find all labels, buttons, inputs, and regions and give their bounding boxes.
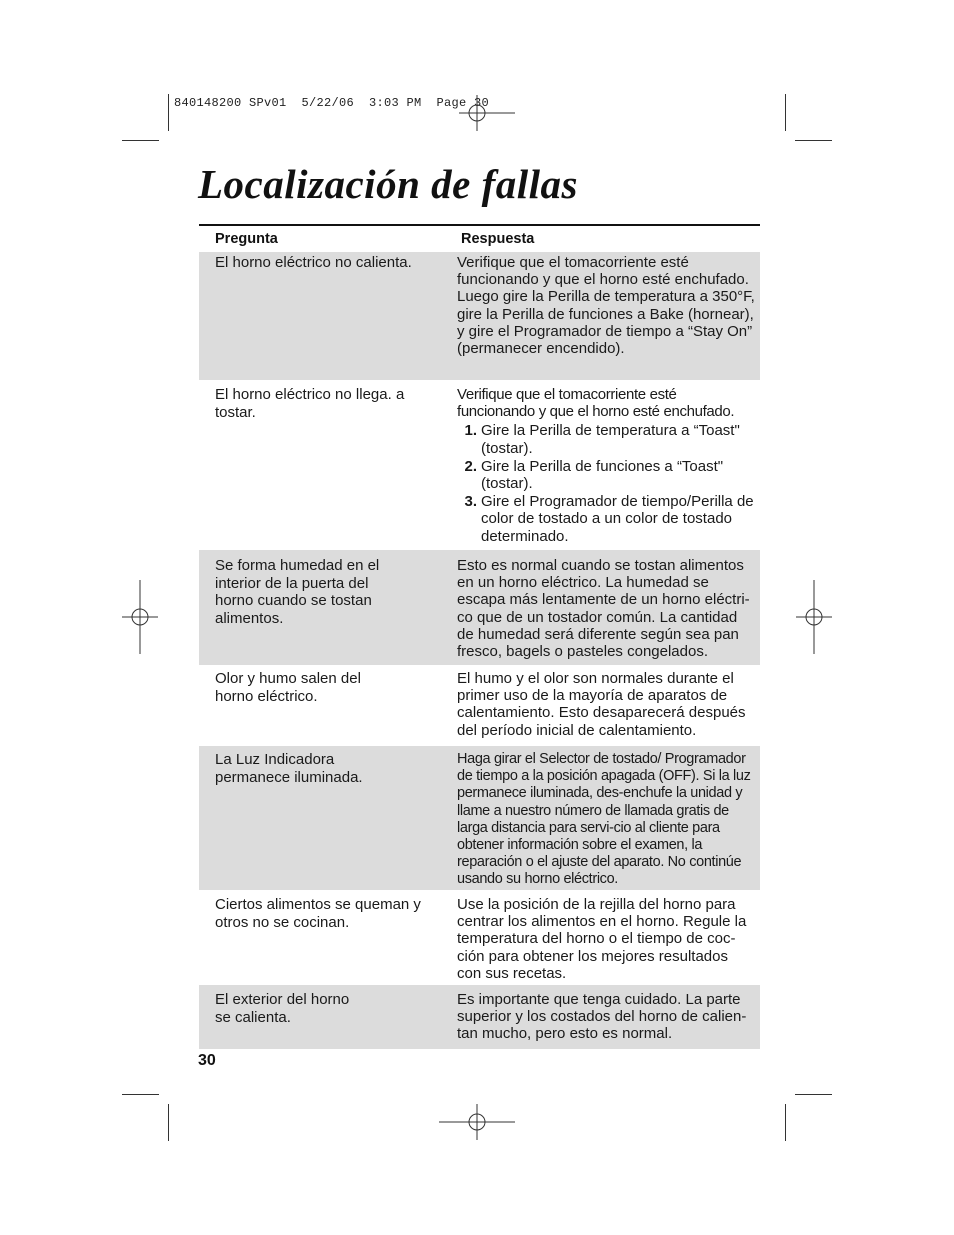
answer-cell: Haga girar el Selector de tostado/ Programador de tiempo a la posición apagada (OFF). Si la luz permanece iluminada, des-enchufe la unidad y llame a nuestro número de llamada gratis de larga distancia para servi-cio al cliente para obtener información sobre el examen, la reparación o el ajuste del aparato. No continúe usando su horno eléctrico. <box>457 751 751 888</box>
question-cell: Se forma humedad en el interior de la puerta del horno cuando se tostan alimentos. <box>215 557 380 627</box>
crop-mark <box>122 140 159 141</box>
answer-intro: Verifique que el tomacorriente esté funcionando y que el horno esté enchufado. <box>457 386 735 421</box>
list-item <box>457 422 756 456</box>
list-item <box>457 493 756 545</box>
crop-mark <box>785 94 786 131</box>
question-cell: El exterior del horno se calienta. <box>215 991 350 1026</box>
step-number: 1. <box>464 422 477 440</box>
crop-mark <box>785 1104 786 1141</box>
answer-cell: Esto es normal cuando se tostan alimentos en un horno eléctrico. La humedad se escapa más lentamente de un horno eléctri-co que de un tostador común. La cantidad de humedad será diferente según sea pan fresco, bagels o pasteles congelados. <box>457 557 750 661</box>
step-number: 3. <box>464 493 477 511</box>
crop-mark <box>168 94 169 131</box>
answer-cell: El humo y el olor son normales durante el primer uso de la mayoría de aparatos de calentamiento. Esto desaparecerá después del período inicial de calentamiento. <box>457 670 746 739</box>
registration-mark-icon <box>122 580 158 654</box>
answer-cell: Use la posición de la rejilla del horno para centrar los alimentos en el horno. Regule la temperatura del horno o el tiempo de coc-ción para obtener los mejores resultados con sus recetas. <box>457 896 747 982</box>
table-row <box>199 550 760 665</box>
table-header <box>199 226 760 252</box>
list-item <box>457 458 756 492</box>
page-number: 30 <box>198 1052 216 1069</box>
step-text: Gire la Perilla de temperatura a “Toast" (tostar). <box>481 422 740 457</box>
answer-cell <box>457 384 760 550</box>
answer-cell: Verifique que el tomacorriente esté funcionando y que el horno esté enchufado. Luego gire la Perilla de temperatura a 350°F, gire la Perilla de funciones a Bake (hornear), y gire el Programador de tiempo a “Stay On” (permanecer encendido). <box>457 254 755 358</box>
crop-mark <box>122 1094 159 1095</box>
crop-mark <box>168 1104 169 1141</box>
table-row <box>199 380 760 550</box>
crop-mark <box>795 1094 832 1095</box>
step-number: 2. <box>464 457 477 475</box>
step-text: Gire el Programador de tiempo/Perilla de color de tostado a un color de tostado determinado. <box>481 493 754 545</box>
question-cell: La Luz Indicadora permanece iluminada. <box>215 751 363 786</box>
registration-mark-icon <box>796 580 832 654</box>
table-row <box>199 890 760 985</box>
column-header-question: Pregunta <box>215 231 278 247</box>
table-row <box>199 985 760 1049</box>
column-header-answer: Respuesta <box>461 231 535 247</box>
question-cell: Ciertos alimentos se queman y otros no se cocinan. <box>215 896 421 931</box>
question-cell: El horno eléctrico no llega. a tostar. <box>215 386 405 421</box>
troubleshooting-table <box>199 224 760 1049</box>
registration-mark-icon <box>439 1104 515 1140</box>
table-row <box>199 665 760 746</box>
question-cell: Olor y humo salen del horno eléctrico. <box>215 670 361 705</box>
question-cell: El horno eléctrico no calienta. <box>215 254 412 271</box>
page-title: Localización de fallas <box>198 161 578 207</box>
answer-cell: Es importante que tenga cuidado. La parte superior y los costados del horno de calien-tan mucho, pero esto es normal. <box>457 991 747 1043</box>
table-row <box>199 746 760 890</box>
registration-mark-icon <box>459 95 515 131</box>
step-list <box>457 422 756 544</box>
table-row <box>199 252 760 380</box>
step-text: Gire la Perilla de funciones a “Toast" (tostar). <box>481 457 724 493</box>
print-slug: 840148200 SPv01 5/22/06 3:03 PM Page 30 <box>174 96 490 110</box>
crop-mark <box>795 140 832 141</box>
